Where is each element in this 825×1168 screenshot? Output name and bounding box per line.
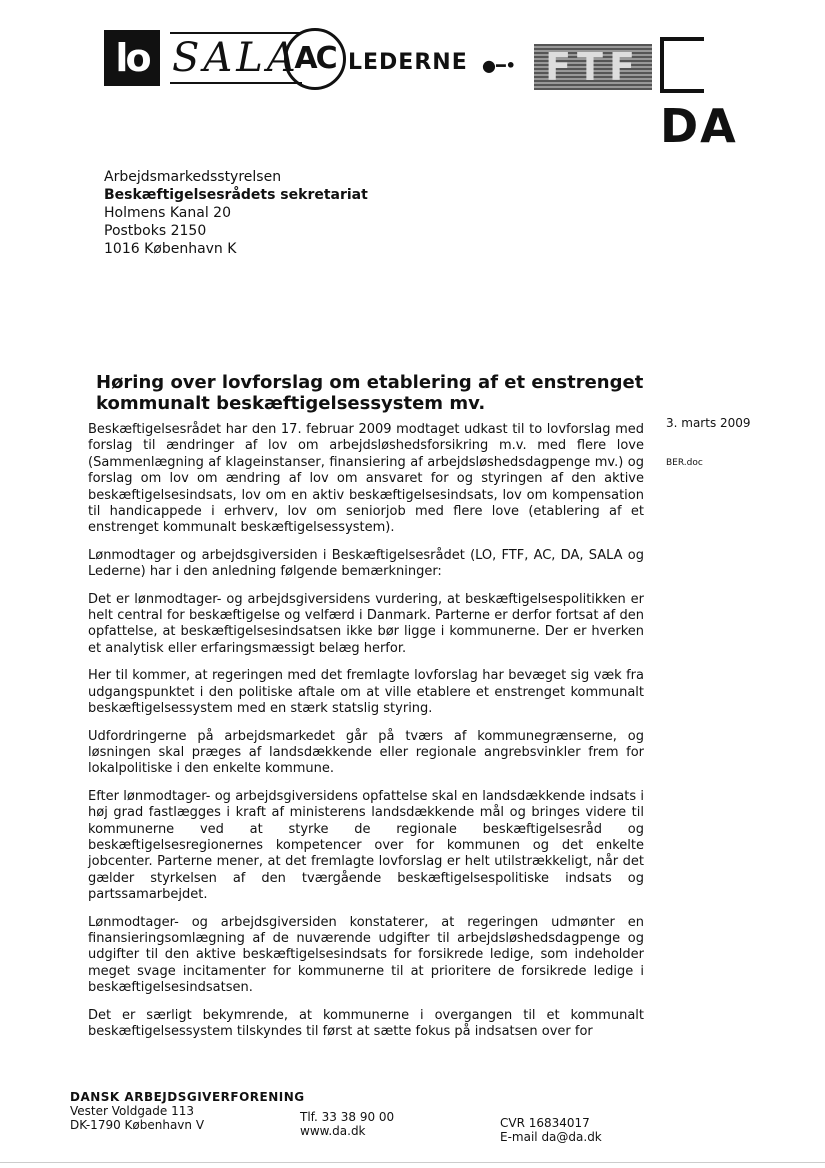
paragraph-8: Det er særligt bekymrende, at kommunerne i overgangen til et kommunalt beskæftigelsessystem tilskyndes til først at sætte fokus på indsatsen over for bbox=[88, 1007, 644, 1039]
document-reference: BER.doc bbox=[666, 458, 703, 468]
paragraph-3: Det er lønmodtager- og arbejdsgiversidens vurdering, at beskæftigelsespolitikken er helt central for beskæftigelse og velfærd i Danmark. Parterne er derfor fortsat af den opfattelse, at beskæftigelsesindsatsen ikke bør ligge i kommunerne. Der er hverken et analytisk eller erfaringsmæssigt belæg herfor. bbox=[88, 591, 644, 656]
footer-street: Vester Voldgade 113 bbox=[70, 1104, 195, 1118]
lederne-dots-icon: ●━• bbox=[482, 56, 516, 75]
letter-body bbox=[88, 422, 644, 1051]
letter-heading: Høring over lovforslag om etablering af et enstrenget kommunalt beskæftigelsessystem mv. bbox=[96, 372, 644, 414]
footer-phone: Tlf. 33 38 90 00 bbox=[300, 1110, 395, 1124]
recipient-line-4: Postboks 2150 bbox=[104, 223, 207, 239]
logo-bar bbox=[104, 22, 764, 153]
bottom-divider bbox=[0, 1162, 825, 1163]
recipient-line-2: Beskæftigelsesrådets sekretariat bbox=[104, 187, 368, 203]
da-logo-frame-icon bbox=[660, 37, 704, 93]
footer-cvr: CVR 16834017 bbox=[500, 1116, 590, 1130]
lo-logo: lo bbox=[104, 30, 160, 86]
footer-email: E-mail da@da.dk bbox=[500, 1130, 602, 1144]
sala-logo: SALA bbox=[170, 32, 302, 84]
footer-website: www.da.dk bbox=[300, 1124, 366, 1138]
da-logo-text: DA bbox=[660, 98, 738, 153]
paragraph-5: Udfordringerne på arbejdsmarkedet går på tværs af kommunegrænserne, og løsningen skal præges af landsdækkende eller regionale angrebsvinkler frem for lokalpolitiske i den enkelte kommune. bbox=[88, 728, 644, 777]
paragraph-7: Lønmodtager- og arbejdsgiversiden konstaterer, at regeringen udmønter en finansieringsomlægning af de nuværende udgifter til arbejdsløshedsdagpenge og udgifter til den aktive beskæftigelsesindsats for forsikrede ledige, som indeholder meget svage incitamenter for kommunerne til at prioritere de forsikrede ledige i beskæftigelsesindsatsen. bbox=[88, 914, 644, 996]
footer-city: DK-1790 København V bbox=[70, 1118, 205, 1132]
paragraph-1: Beskæftigelsesrådet har den 17. februar 2009 modtaget udkast til to lovforslag med forslag til ændringer af lov om arbejdsløshedsforsikring m.v. med flere love (Sammenlægning af klageinstanser, finansiering af arbejdsløshedsdagpenge mv.) og forslag om lov om ændring af lov om ansvaret for og styringen af den aktive beskæftigelsesindsats, lov om en aktiv beskæftigelsesindsats, lov om kompensation til handicappede i erhverv, lov om seniorjob med flere love (etablering af et enstrenget kommunalt beskæftigelsessystem). bbox=[88, 422, 644, 536]
lederne-logo: LEDERNE bbox=[348, 50, 468, 75]
letter-footer bbox=[70, 1090, 750, 1150]
paragraph-6: Efter lønmodtager- og arbejdsgiversidens opfattelse skal en landsdækkende indsats i høj grad fastlægges i kraft af ministerens landsdækkende mål og bringes videre til kommunerne ved at styrke de regionale beskæftigelsesråd og beskæftigelsesregionernes kompetencer over for kommunen og det enkelte jobcenter. Parterne mener, at det fremlagte lovforslag er helt utilstrækkeligt, når det gælder styrkelsen af den tværgående beskæftigelsespolitiske indsats og partssamarbejdet. bbox=[88, 788, 644, 903]
recipient-address bbox=[104, 168, 368, 258]
ac-logo: AC bbox=[284, 28, 346, 90]
footer-organisation: DANSK ARBEJDSGIVERFORENING bbox=[70, 1090, 305, 1104]
ftf-logo: FTF bbox=[534, 44, 652, 90]
recipient-line-5: 1016 København K bbox=[104, 241, 237, 257]
recipient-line-3: Holmens Kanal 20 bbox=[104, 205, 231, 221]
recipient-line-1: Arbejdsmarkedsstyrelsen bbox=[104, 169, 282, 185]
paragraph-4: Her til kommer, at regeringen med det fremlagte lovforslag har bevæget sig væk fra udgangspunktet i den politiske aftale om at ville etablere et enstrenget kommunalt beskæftigelsessystem med en stærk statslig styring. bbox=[88, 668, 644, 717]
letter-date: 3. marts 2009 bbox=[666, 416, 751, 430]
da-logo bbox=[660, 36, 764, 153]
paragraph-2: Lønmodtager og arbejdsgiversiden i Beskæftigelsesrådet (LO, FTF, AC, DA, SALA og Lederne) har i den anledning følgende bemærkninger: bbox=[88, 547, 644, 580]
